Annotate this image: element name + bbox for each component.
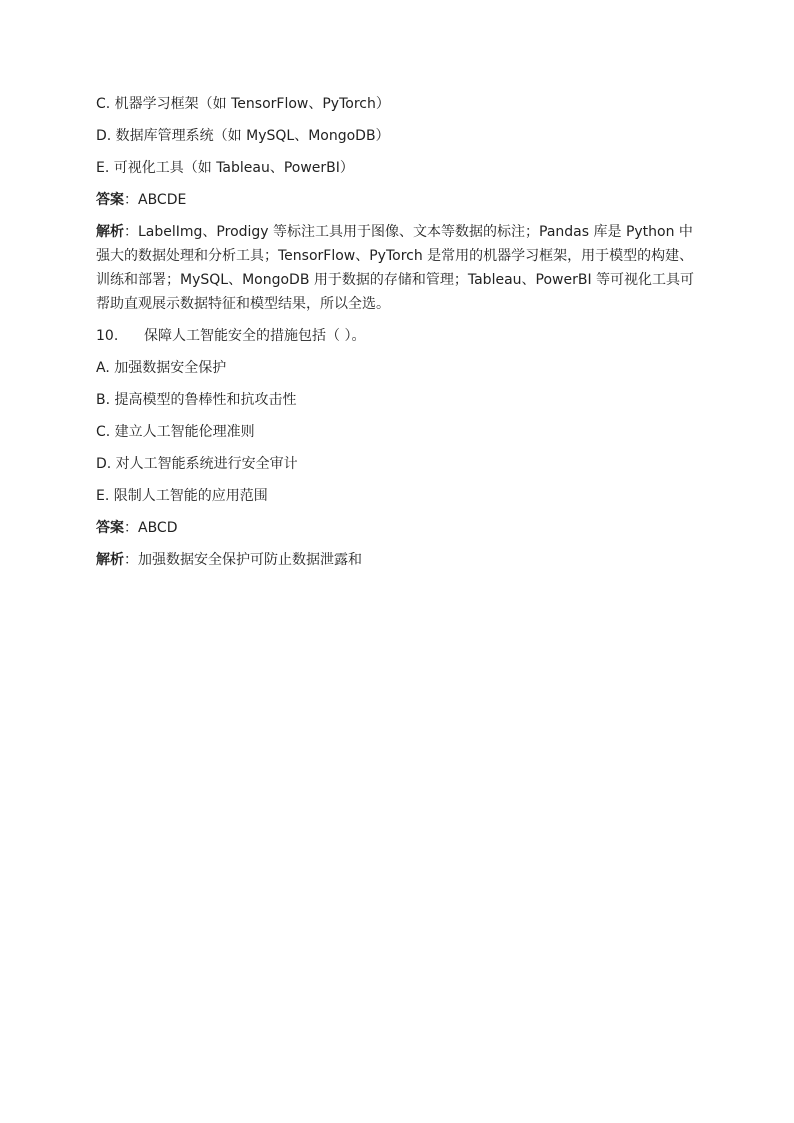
explanation-label: 解析	[96, 224, 124, 240]
option-c-tools: C. 机器学习框架（如 TensorFlow、PyTorch）	[96, 96, 390, 112]
explanation-row-2	[96, 548, 700, 572]
question-number: 10.	[96, 328, 119, 344]
question-text: 保障人工智能安全的措施包括（ ）。	[144, 328, 366, 344]
option-d: D. 对人工智能系统进行安全审计	[96, 456, 298, 472]
explanation-row-1	[96, 220, 700, 316]
answer-row-1	[96, 188, 700, 212]
explanation-text: LabelImg、Prodigy 等标注工具用于图像、文本等数据的标注；Pandas 库是 Python 中强大的数据处理和分析工具；TensorFlow、PyTorch 是常用的机器学习框架，用于模型的构建、训练和部署；MySQL、MongoDB 用于数据的存储和管理；Tableau、PowerBI 等可视化工具可帮助直观展示数据特征和模型结果，所以全选。	[96, 224, 695, 312]
document-content	[96, 92, 700, 572]
answer-value: ABCDE	[138, 192, 187, 208]
answer-sep-2: ：	[124, 520, 138, 536]
option-a: A. 加强数据安全保护	[96, 360, 227, 376]
option-b: B. 提高模型的鲁棒性和抗攻击性	[96, 392, 297, 408]
explanation-sep-2: ：	[124, 552, 138, 568]
option-d-tools: D. 数据库管理系统（如 MySQL、MongoDB）	[96, 128, 390, 144]
explanation-sep: ：	[124, 224, 138, 240]
explanation-label-2: 解析	[96, 552, 124, 568]
answer-label-2: 答案	[96, 520, 124, 536]
answer-sep: ：	[124, 192, 138, 208]
option-c: C. 建立人工智能伦理准则	[96, 424, 255, 440]
option-e: E. 限制人工智能的应用范围	[96, 488, 268, 504]
explanation-text-2: 加强数据安全保护可防止数据泄露和	[138, 552, 362, 568]
option-e-tools: E. 可视化工具（如 Tableau、PowerBI）	[96, 160, 354, 176]
answer-value-2: ABCD	[138, 520, 178, 536]
answer-label: 答案	[96, 192, 124, 208]
question-10	[96, 324, 700, 348]
answer-row-2	[96, 516, 700, 540]
